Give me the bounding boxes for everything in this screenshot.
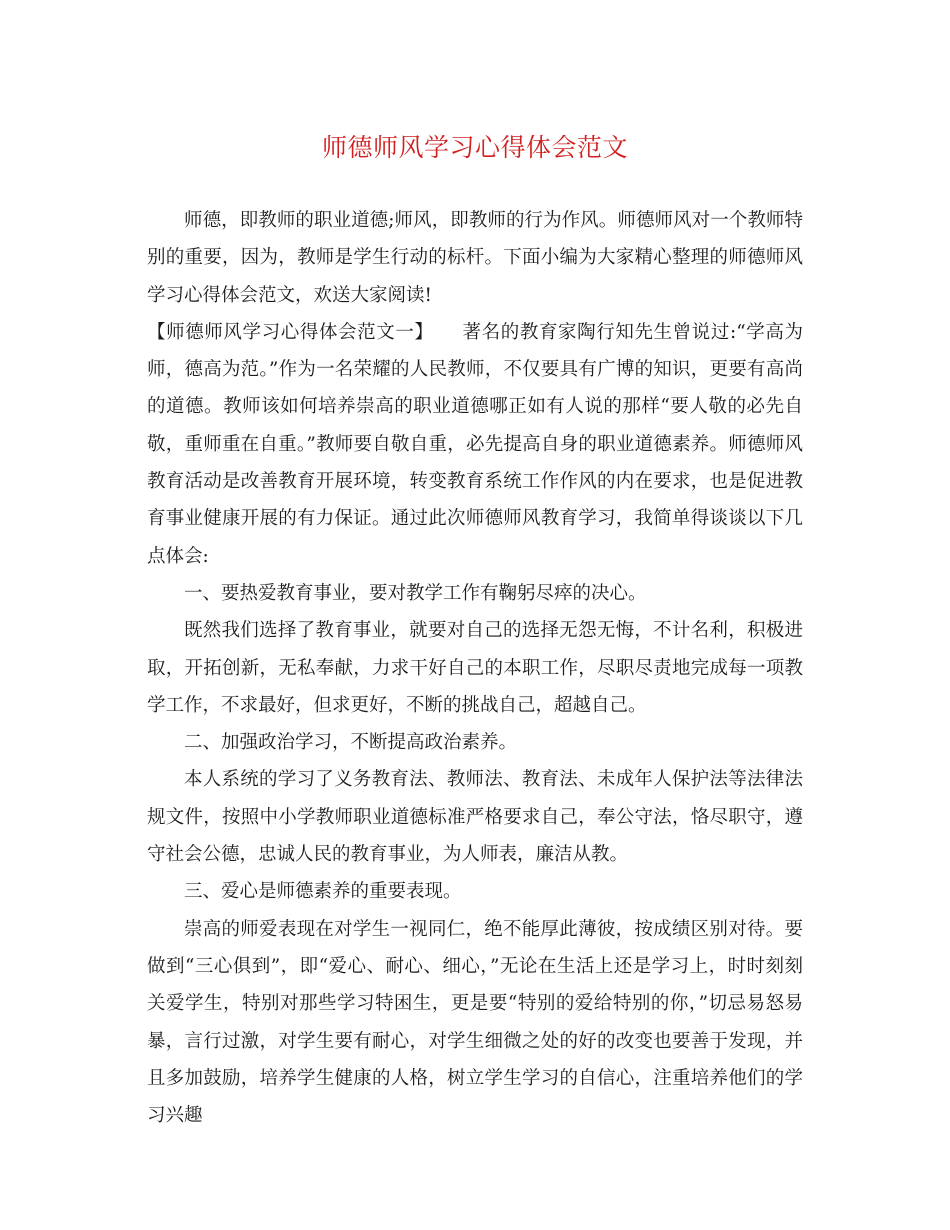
document-title: 师德师风学习心得体会范文 [321,133,628,162]
document-body [147,202,803,1134]
essay-one-paragraph: 【师德师风学习心得体会范文一】 著名的教育家陶行知先生曾说过:“学高为师，德高为范。”作为一名荣耀的人民教师，不仅要具有广博的知识，更要有高尚的道德。教师该如何培养崇高的职业道德哪正如有人说的那样“要人敬的必先自敬，重师重在自重。”教师要自敬自重，必先提高自身的职业道德素养。师德师风教育活动是改善教育开展环境，转变教育系统工作作风的内在要求，也是促进教育事业健康开展的有力保证。通过此次师德师风教育学习，我简单得谈谈以下几点体会: [147,321,803,567]
point-two-paragraph: 本人系统的学习了义务教育法、教师法、教育法、未成年人保护法等法律法规文件，按照中小学教师职业道德标准严格要求自己，奉公守法，恪尽职守，遵守社会公德，忠诚人民的教育事业，为人师表，廉洁从教。 [147,769,803,866]
point-two-heading: 二、加强政治学习，不断提高政治素养。 [184,732,518,754]
point-three-heading: 三、爱心是师德素养的重要表现。 [184,881,462,903]
point-one-paragraph: 既然我们选择了教育事业，就要对自己的选择无怨无悔，不计名利，积极进取，开拓创新，无私奉献，力求干好自己的本职工作，尽职尽责地完成每一项教学工作，不求最好，但求更好，不断的挑战自己，超越自己。 [147,620,803,716]
point-one-heading: 一、要热爱教育事业，要对教学工作有鞠躬尽瘁的决心。 [184,582,647,604]
point-three-paragraph: 崇高的师爱表现在对学生一视同仁，绝不能厚此薄彼，按成绩区别对待。要做到“三心俱到”，即“爱心、耐心、细心，”无论在生活上还是学习上，时时刻刻关爱学生，特别对那些学习特困生，更是要“特别的爱给特别的你，”切忌易怒易暴，言行过激，对学生要有耐心，对学生细微之处的好的改变也要善于发现，并且多加鼓励，培养学生健康的人格，树立学生学习的自信心，注重培养他们的学习兴趣 [147,918,803,1127]
intro-paragraph: 师德，即教师的职业道德;师风，即教师的行为作风。师德师风对一个教师特别的重要，因为，教师是学生行动的标杆。下面小编为大家精心整理的师德师风学习心得体会范文，欢送大家阅读! [147,210,803,306]
